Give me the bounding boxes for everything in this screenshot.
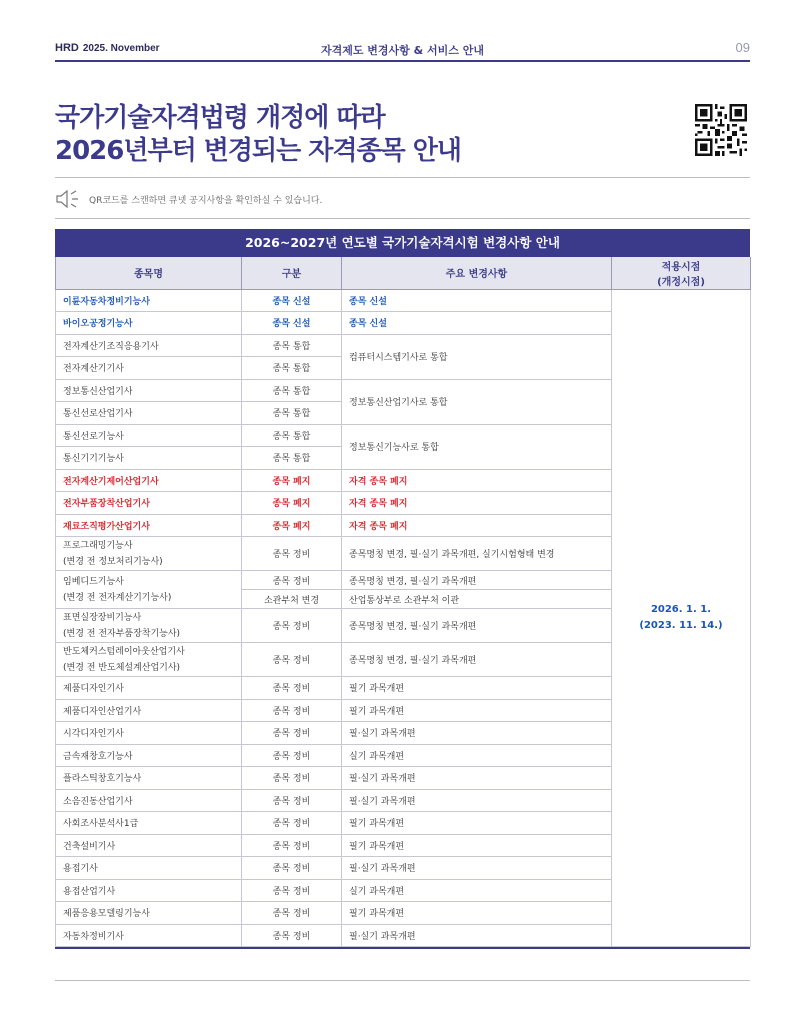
header-divider (55, 60, 750, 62)
divider (55, 218, 750, 219)
row-name: 반도체커스텀레이아웃산업기사 (변경 전 반도체설계산업기사) (56, 643, 242, 677)
row-type: 종목 정비 (242, 924, 342, 947)
row-name: 전자계산기기사 (56, 357, 242, 380)
row-name: 바이오공정기능사 (56, 312, 242, 335)
column-header-effective: 적용시점 (개정시점) (612, 257, 751, 289)
row-type: 소관부처 변경 (242, 590, 342, 609)
row-type: 종목 정비 (242, 834, 342, 857)
row-name: 용접기사 (56, 857, 242, 880)
row-change: 실기 과목개편 (342, 879, 612, 902)
divider (55, 177, 750, 178)
row-change: 필·실기 과목개편 (342, 767, 612, 790)
row-type: 종목 폐지 (242, 514, 342, 537)
row-change: 필기 과목개편 (342, 902, 612, 925)
row-change: 필·실기 과목개편 (342, 857, 612, 880)
row-name: 제품응용모델링기능사 (56, 902, 242, 925)
row-change: 종목명칭 변경, 필·실기 과목개편 (342, 571, 612, 590)
row-change: 종목 신설 (342, 312, 612, 335)
row-type: 종목 정비 (242, 722, 342, 745)
page-header (55, 40, 750, 60)
row-type: 종목 통합 (242, 357, 342, 380)
title-line-1: 국가기술자격법령 개정에 따라 (55, 103, 385, 133)
row-change: 종목 신설 (342, 289, 612, 312)
row-type: 종목 정비 (242, 677, 342, 700)
row-name: 통신선로산업기사 (56, 402, 242, 425)
row-change: 자격 종목 폐지 (342, 514, 612, 537)
changes-table (55, 229, 750, 949)
row-name: 프로그래밍기능사 (변경 전 정보처리기능사) (56, 537, 242, 571)
row-type: 종목 통합 (242, 379, 342, 402)
row-change: 필·실기 과목개편 (342, 722, 612, 745)
row-change: 종목명칭 변경, 필·실기 과목개편 (342, 643, 612, 677)
column-header-change: 주요 변경사항 (342, 257, 612, 289)
row-type: 종목 통합 (242, 402, 342, 425)
row-name: 금속재창호기능사 (56, 744, 242, 767)
row-name: 통신선로기능사 (56, 424, 242, 447)
row-type: 종목 정비 (242, 879, 342, 902)
row-name: 통신기기기능사 (56, 447, 242, 470)
row-name: 재료조직평가산업기사 (56, 514, 242, 537)
row-type: 종목 폐지 (242, 469, 342, 492)
row-change: 자격 종목 폐지 (342, 469, 612, 492)
row-change: 자격 종목 폐지 (342, 492, 612, 515)
row-change: 산업통상부로 소관부처 이관 (342, 590, 612, 609)
row-type: 종목 정비 (242, 857, 342, 880)
section-title: 자격제도 변경사항 & 서비스 안내 (320, 44, 485, 57)
brand-name: HRD (55, 42, 79, 54)
row-change: 필기 과목개편 (342, 812, 612, 835)
row-name: 정보통신산업기사 (56, 379, 242, 402)
row-name: 표면실장장비기능사 (변경 전 전자부품장착기능사) (56, 609, 242, 643)
table-title: 2026~2027년 연도별 국가기술자격시험 변경사항 안내 (55, 229, 750, 257)
effective-date-cell (612, 289, 751, 947)
column-header-type: 구분 (242, 257, 342, 289)
footer-divider (55, 980, 750, 981)
row-change: 필·실기 과목개편 (342, 789, 612, 812)
row-name: 전자계산기제어산업기사 (56, 469, 242, 492)
page-number: 09 (735, 40, 750, 55)
amend-date: (2023. 11. 14.) (639, 619, 723, 631)
row-change: 필·실기 과목개편 (342, 924, 612, 947)
page-title (55, 102, 461, 168)
row-type: 종목 정비 (242, 571, 342, 590)
row-name: 용접산업기사 (56, 879, 242, 902)
row-name: 전자계산기조직응용기사 (56, 334, 242, 357)
row-change: 필기 과목개편 (342, 699, 612, 722)
row-change: 종목명칭 변경, 필·실기 과목개편 (342, 609, 612, 643)
qr-code-icon[interactable] (695, 104, 747, 156)
row-type: 종목 정비 (242, 767, 342, 790)
row-type: 종목 정비 (242, 537, 342, 571)
row-name: 시각디자인기사 (56, 722, 242, 745)
table-bottom-rule (55, 947, 750, 949)
row-name: 임베디드기능사 (변경 전 전자계산기기능사) (56, 571, 242, 609)
row-name: 건축설비기사 (56, 834, 242, 857)
row-name: 제품디자인기사 (56, 677, 242, 700)
row-name: 사회조사분석사1급 (56, 812, 242, 835)
row-change: 필기 과목개편 (342, 834, 612, 857)
speaker-icon (55, 189, 81, 209)
row-change: 컴퓨터시스템기사로 통합 (342, 334, 612, 379)
row-name: 소음진동산업기사 (56, 789, 242, 812)
row-type: 종목 정비 (242, 902, 342, 925)
row-change: 종목명칭 변경, 필·실기 과목개편, 실기시험형태 변경 (342, 537, 612, 571)
column-header-name: 종목명 (56, 257, 242, 289)
row-change: 정보통신산업기사로 통합 (342, 379, 612, 424)
row-type: 종목 통합 (242, 334, 342, 357)
row-type: 종목 폐지 (242, 492, 342, 515)
row-change: 필기 과목개편 (342, 677, 612, 700)
row-type: 종목 정비 (242, 812, 342, 835)
row-type: 종목 통합 (242, 424, 342, 447)
row-type: 종목 정비 (242, 789, 342, 812)
effective-date: 2026. 1. 1. (650, 603, 712, 615)
row-name: 전자부품장착산업기사 (56, 492, 242, 515)
row-change: 실기 과목개편 (342, 744, 612, 767)
row-change: 정보통신기능사로 통합 (342, 424, 612, 469)
row-type: 종목 정비 (242, 699, 342, 722)
qr-notice (55, 188, 322, 210)
notice-text: QR코드를 스캔하면 큐넷 공지사항을 확인하실 수 있습니다. (89, 195, 323, 206)
row-type: 종목 신설 (242, 312, 342, 335)
row-name: 자동차정비기사 (56, 924, 242, 947)
row-type: 종목 통합 (242, 447, 342, 470)
row-type: 종목 정비 (242, 643, 342, 677)
row-type: 종목 정비 (242, 609, 342, 643)
row-type: 종목 신설 (242, 289, 342, 312)
row-name: 플라스틱창호기능사 (56, 767, 242, 790)
row-name: 제품디자인산업기사 (56, 699, 242, 722)
row-name: 이륜자동차정비기능사 (56, 289, 242, 312)
title-line-2: 2026년부터 변경되는 자격종목 안내 (55, 136, 462, 166)
issue-date: 2025. November (82, 43, 160, 54)
row-type: 종목 정비 (242, 744, 342, 767)
table-row (56, 289, 751, 312)
